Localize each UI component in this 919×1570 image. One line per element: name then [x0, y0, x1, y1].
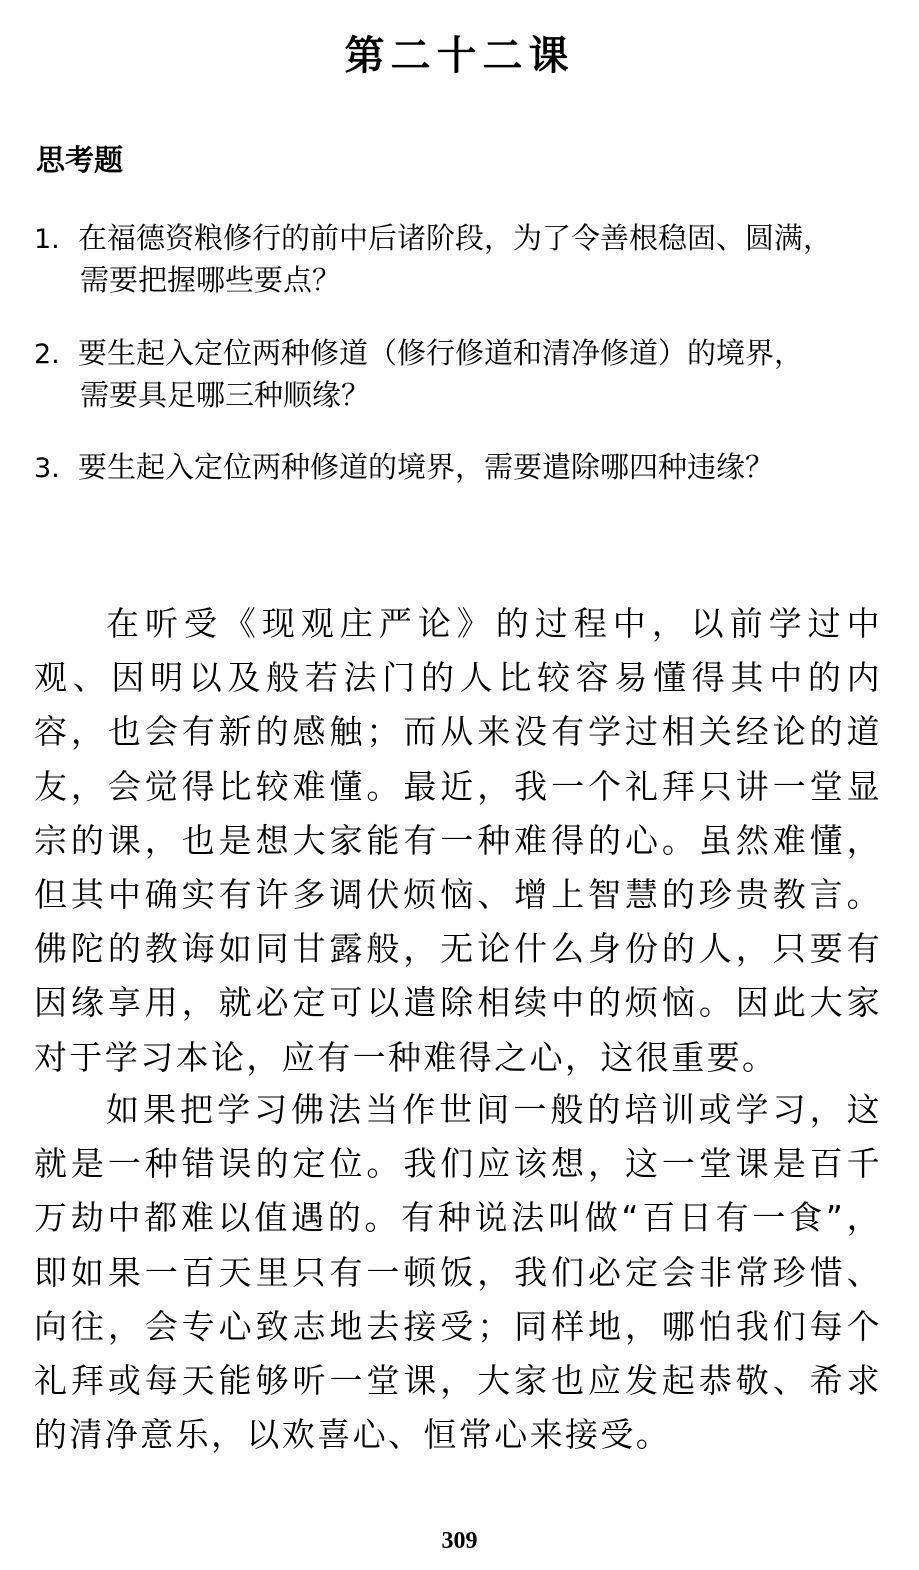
question-line: [34, 447, 894, 489]
question-text: 要生起入定位两种修道（修行修道和清净修道）的境界，: [78, 336, 804, 370]
question-continuation: 需要具足哪三种顺缘？: [80, 378, 371, 412]
question-item: [34, 333, 894, 416]
question-text: 在福德资粮修行的前中后诸阶段，为了令善根稳固、圆满，: [78, 221, 833, 255]
question-number: 1.: [34, 224, 60, 255]
question-line: [34, 218, 894, 260]
question-item: [34, 447, 894, 489]
question-number: 3.: [34, 453, 60, 484]
page-number: 309: [441, 1528, 478, 1554]
question-text: 要生起入定位两种修道的境界，需要遣除哪四种违缘？: [78, 450, 775, 484]
question-continuation: 需要把握哪些要点？: [80, 263, 342, 297]
lesson-title: 第二十二课: [344, 33, 575, 79]
body-paragraph: 如果把学习佛法当作世间一般的培训或学习，这就是一种错误的定位。我们应该想，这一堂课是百千万劫中都难以值遇的。有种说法叫做“百日有一食”，即如果一百天里只有一顿饭，我们必定会非常珍惜、向往，会专心致志地去接受；同样地，哪怕我们每个礼拜或每天能够听一堂课，大家也应发起恭敬、希求的清净意乐，以欢喜心、恒常心来接受。: [34, 1090, 882, 1455]
question-number: 2.: [34, 339, 60, 370]
body-paragraph: 在听受《现观庄严论》的过程中，以前学过中观、因明以及般若法门的人比较容易懂得其中的内容，也会有新的感触；而从来没有学过相关经论的道友，会觉得比较难懂。最近，我一个礼拜只讲一堂显宗的课，也是想大家能有一种难得的心。虽然难懂，但其中确实有许多调伏烦恼、增上智慧的珍贵教言。佛陀的教诲如同甘露般，无论什么身份的人，只要有因缘享用，就必定可以遣除相续中的烦恼。因此大家对于学习本论，应有一种难得之心，这很重要。: [34, 604, 882, 1077]
question-line: [34, 333, 894, 375]
questions-heading: 思考题: [36, 143, 124, 177]
question-item: [34, 218, 894, 301]
